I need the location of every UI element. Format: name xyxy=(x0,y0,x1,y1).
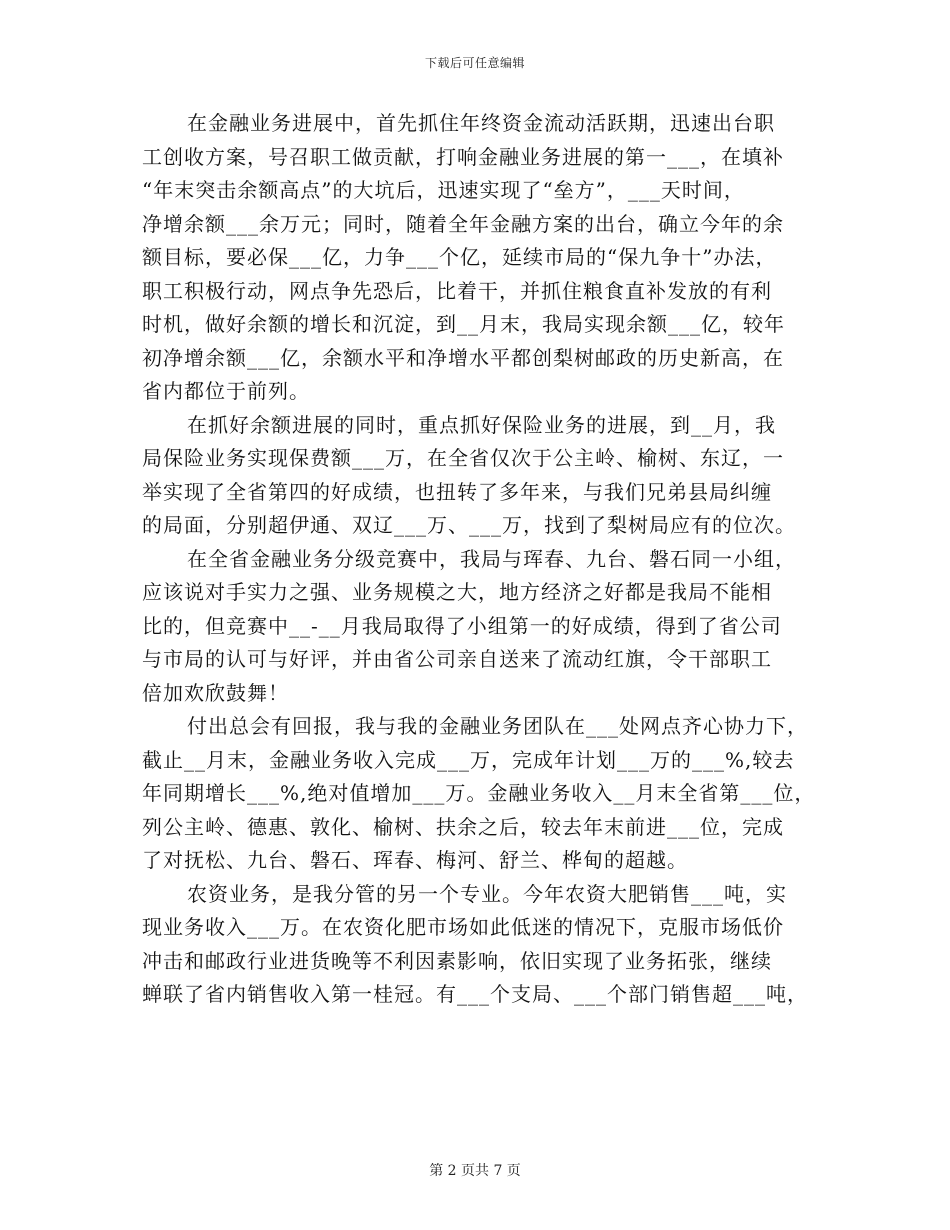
paragraph-first-line: 在抓好余额进展的同时，重点抓好保险业务的进展，到__月，我 xyxy=(187,412,776,437)
paragraph-line: 净增余额___余万元；同时，随着全年金融方案的出台，确立今年的余 xyxy=(142,211,784,236)
paragraph-line: 了对抚松、九台、磐石、珲春、梅河、舒兰、桦甸的超越。 xyxy=(142,848,688,872)
paragraph-line: 应该说对手实力之强、业务规模之大，地方经济之好都是我局不能相 xyxy=(142,580,772,604)
paragraph-line: 现业务收入___万。在农资化肥市场如此低迷的情况下，克服市场低价 xyxy=(142,915,784,939)
paragraph-line: 的局面，分别超伊通、双辽___万、___万，找到了梨树局应有的位次。 xyxy=(142,513,796,537)
paragraph-line: 列公主岭、德惠、敦化、榆树、扶余之后，较去年末前进___位，完成 xyxy=(142,814,784,839)
paragraph-line: 比的，但竞赛中__-__月我局取得了小组第一的好成绩，得到了省公司 xyxy=(142,613,782,638)
paragraph-line: 省内都位于前列。 xyxy=(142,379,310,403)
paragraph-line: 初净增余额___亿，余额水平和净增水平都创梨树邮政的历史新高，在 xyxy=(142,345,784,370)
paragraph-first-line: 农资业务，是我分管的另一个专业。今年农资大肥销售___吨，实 xyxy=(187,881,787,906)
paragraph-line: 冲击和邮政行业进货晚等不利因素影响，依旧实现了业务拓张，继续 xyxy=(142,948,772,973)
paragraph-first-line: 在全省金融业务分级竞赛中，我局与珲春、九台、磐石同一小组， xyxy=(187,546,796,571)
paragraph-line: 时机，做好余额的增长和沉淀，到__月末，我局实现余额___亿，较年 xyxy=(142,312,785,336)
paragraph-line: 额目标，要必保___亿，力争___个亿，延续市局的“保九争十”办法， xyxy=(142,245,777,269)
paragraph-line: 蝉联了省内销售收入第一桂冠。有___个支局、___个部门销售超___吨， xyxy=(142,982,808,1006)
paragraph-line: 倍加欢欣鼓舞！ xyxy=(142,680,289,705)
paragraph-line: “年末突击余额高点”的大坑后，迅速实现了“垒方”，___天时间， xyxy=(142,178,745,202)
paragraph-line: 截止__月末，金融业务收入完成___万，完成年计划___万的___%,较去 xyxy=(142,747,795,772)
paragraph-line: 举实现了全省第四的好成绩，也扭转了多年来，与我们兄弟县局纠缠 xyxy=(142,479,772,504)
page-header: 下载后可任意编辑 xyxy=(424,56,525,70)
paragraph-line: 工创收方案，号召职工做贡献，打响金融业务进展的第一___，在填补 xyxy=(142,144,784,169)
paragraph-line: 年同期增长___%,绝对值增加___万。金融业务收入__月末全省第___位， xyxy=(142,781,816,805)
paragraph-line: 职工积极行动，网点争先恐后，比着干，并抓住粮食直补发放的有利 xyxy=(142,278,772,303)
paragraph-first-line: 付出总会有回报，我与我的金融业务团队在___处网点齐心协力下， xyxy=(187,714,808,738)
page-footer: 第 2 页共 7 页 xyxy=(429,1163,521,1179)
paragraph-first-line: 在金融业务进展中，首先抓住年终资金流动活跃期，迅速出台职 xyxy=(187,111,775,135)
paragraph-line: 局保险业务实现保费额___万，在全省仅次于公主岭、榆树、东辽，一 xyxy=(142,446,784,470)
paragraph-line: 与市局的认可与好评，并由省公司亲自送来了流动红旗，令干部职工 xyxy=(142,647,772,671)
